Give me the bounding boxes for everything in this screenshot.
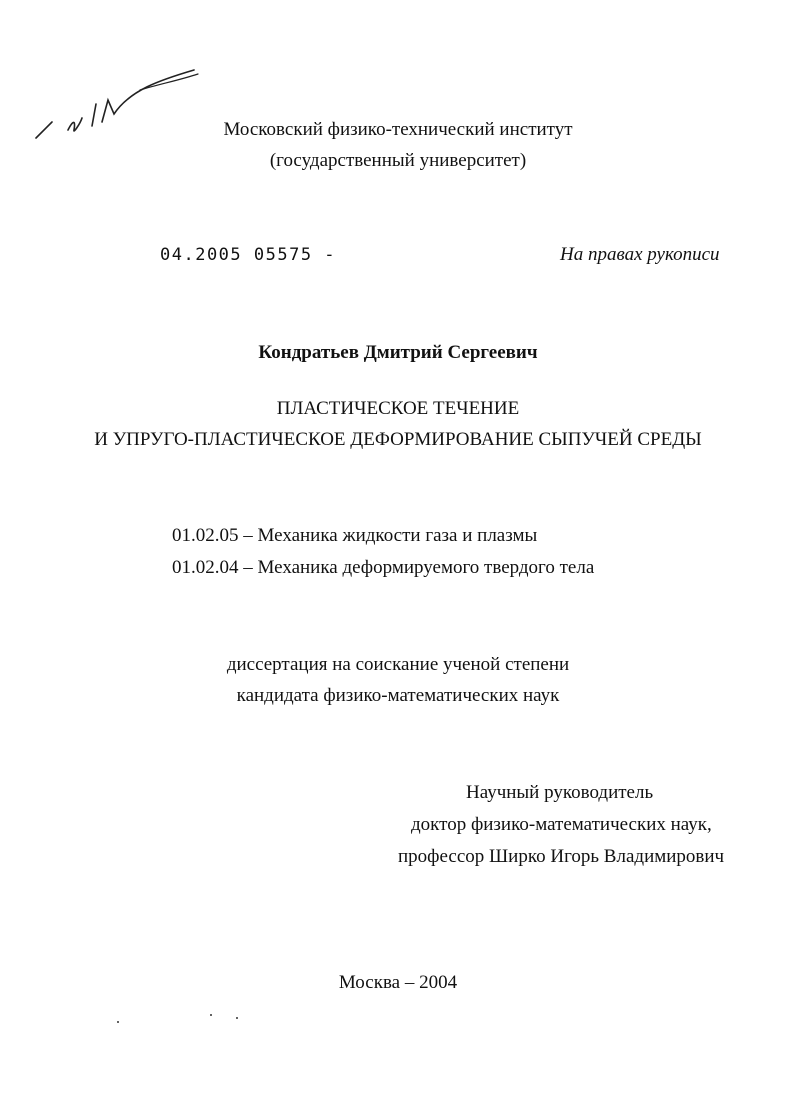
degree-line-1: диссертация на соискание ученой степени: [226, 654, 570, 675]
title-line-1: ПЛАСТИЧЕСКОЕ ТЕЧЕНИЕ: [276, 398, 520, 419]
supervisor-role: Научный руководитель: [466, 782, 654, 803]
scan-speck: [117, 1021, 119, 1023]
scan-speck: [236, 1017, 238, 1019]
specialty-item: 01.02.05 – Механика жидкости газа и плазмы: [172, 525, 538, 546]
title-line-2: И УПРУГО-ПЛАСТИЧЕСКОЕ ДЕФОРМИРОВАНИЕ СЫПУЧЕЙ СРЕДЫ: [94, 429, 702, 450]
institute-name: Московский физико-технический институт: [223, 119, 573, 140]
scan-speck: [210, 1014, 212, 1016]
supervisor-degree: доктор физико-математических наук,: [411, 814, 712, 835]
registry-number: 04.2005 05575 -: [160, 245, 337, 265]
degree-line-2: кандидата физико-математических наук: [236, 685, 560, 706]
city-year: Москва – 2004: [338, 972, 458, 993]
university-status: (государственный университет): [269, 150, 527, 171]
supervisor-name: профессор Ширко Игорь Владимирович: [398, 846, 725, 867]
specialty-item: 01.02.04 – Механика деформируемого твердого тела: [172, 557, 595, 578]
rights-note: На правах рукописи: [560, 244, 720, 265]
author-name: Кондратьев Дмитрий Сергеевич: [258, 342, 538, 363]
